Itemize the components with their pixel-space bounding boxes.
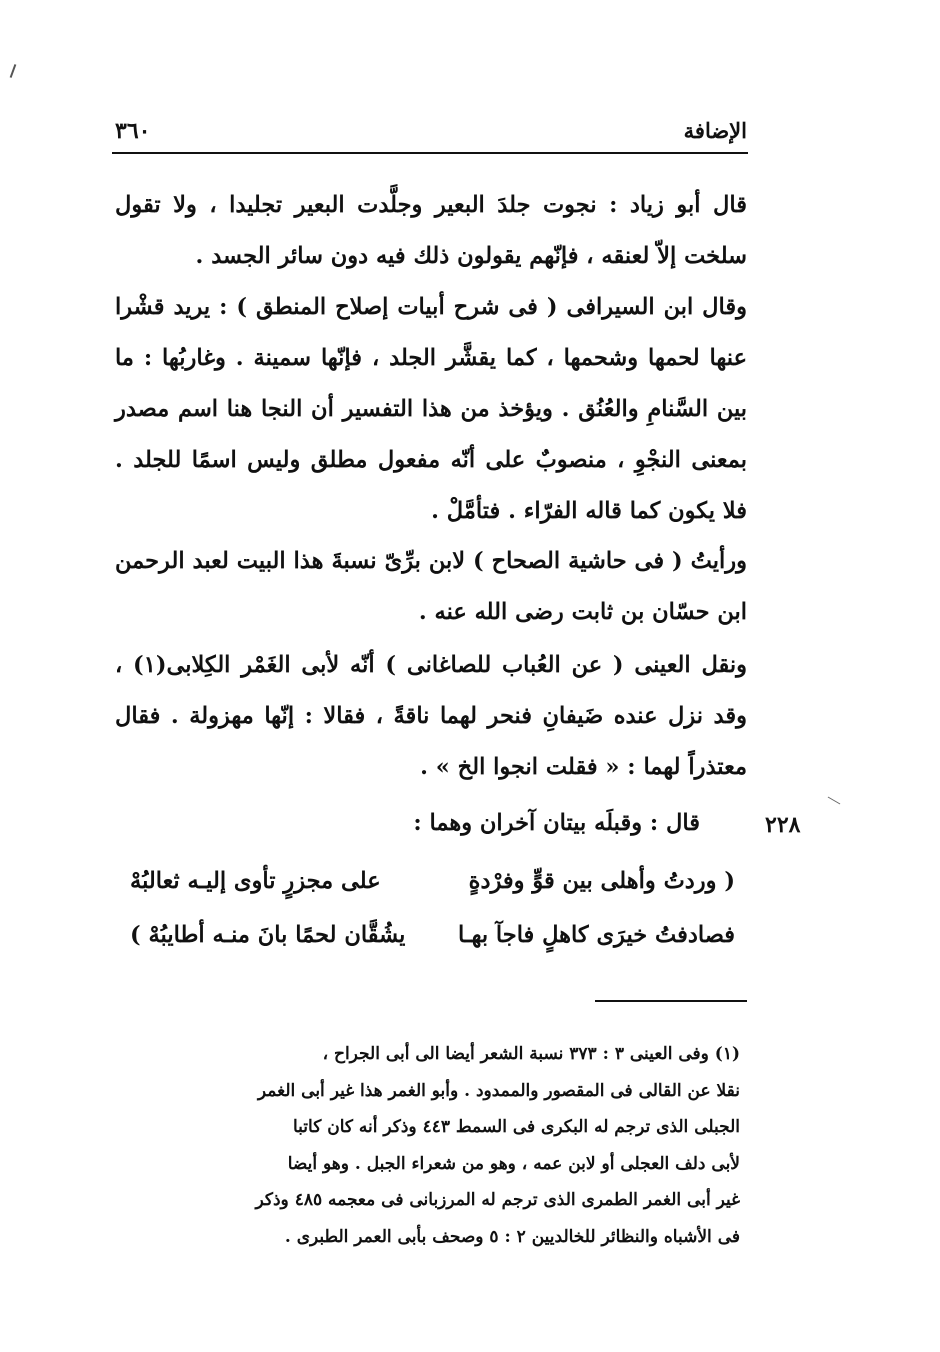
scan-mark: [10, 64, 17, 78]
paragraph: [115, 640, 747, 793]
verse-first-hemistich: ( وردتُ وأهلى بين قوٍّ وفرْدةٍ: [468, 868, 735, 894]
footnote-rule: [595, 1000, 747, 1002]
page-number: ٣٦٠: [115, 118, 151, 144]
footnote-line: غير أبى الغمر الطمرى الذى ترجم له المرزبانى فى معجمه ٤٨٥ وذكر: [255, 1190, 740, 1210]
footnote-line: نقلا عن القالى فى المقصور والممدود . وأبو الغمر هذا غير أبى الغمر: [257, 1080, 740, 1101]
verse-line: [130, 922, 735, 962]
verse-number: ٢٢٨: [765, 812, 801, 838]
footnote-line: لأبى دلف العجلى أو لابن عمه ، وهو من شعراء الجبل . وهو أيضا: [287, 1153, 740, 1174]
paragraph-text: قال أبو زياد : نجوت جلدَ البعير وجلَّدت البعير تجليدا ، ولا تقول سلخت إلاّ لعنقه ، فإنّهم يقولون ذلك فيه دون سائر الجسد .: [115, 192, 747, 269]
paragraph-text: ونقل العينى ( عن العُباب للصاغانى ) أنّه لأبى الغَمْر الكِلابى(١) ، وقد نزل عنده ضَيفانِ فنحر لهما ناقةً ، فقالا : إنّها مهزولة . فقال معتذراً لهما : « فقلت انجوا الخ » .: [115, 652, 748, 780]
paragraph: [115, 180, 747, 282]
verse-line: [130, 868, 735, 908]
paragraph: [115, 282, 747, 537]
running-header: [115, 118, 747, 148]
verse-intro: قال : وقبلَه بيتان آخران وهما :: [413, 810, 700, 836]
verse-first-hemistich: فصادفتُ خيرَى كاهلٍ فاجآ بهـا: [458, 922, 735, 948]
chapter-title: الإضافة: [683, 118, 747, 143]
header-rule: [112, 152, 748, 154]
footnote-line: فى الأشباه والنظائر للخالديين ٢ : ٥ وصحف بأبى العمر الطبرى .: [284, 1226, 740, 1247]
scan-mark: [828, 797, 841, 805]
paragraph-text: ورأيتُ ( فى حاشية الصحاح ) لابن برِّىّ نسبةَ هذا البيت لعبد الرحمن ابن حسّان بن ثابت رضى الله عنه .: [115, 548, 747, 625]
paragraph-text: وقال ابن السيرافى ( فى شرح أبيات إصلاح المنطق ) : يريد قشْرا عنها لحمها وشحمها ، كما يقشَّر الجلد ، فإنّها سمينة . وغاربُها : ما بين السَّنامِ والعُنُق . ويؤخذ من هذا التفسير أن النجا هنا اسم مصدر بمعنى النجْوِ ، منصوبٌ على أنّه مفعول مطلق وليس اسمًا للجلد . فلا يكون كما قاله الفرّاء . فتأمَّلْ .: [115, 294, 747, 524]
verse-second-hemistich: يشُقَّان لحمًا بانَ منـه أطايبُهْ ): [130, 922, 406, 948]
footnote-line: (١) وفى العينى ٣ : ٣٧٣ نسبة الشعر أيضا الى أبى الجراح ،: [322, 1044, 740, 1064]
verse-second-hemistich: على مجزرٍ تأوى إليـه ثعالبُهْ: [130, 868, 381, 894]
footnote-line: الجبلى الذى ترجم له البكرى فى السمط ٤٤٣ وذكر أنه كان كاتبا: [292, 1117, 740, 1137]
footnote: [122, 1036, 740, 1255]
paragraph: [115, 536, 747, 638]
